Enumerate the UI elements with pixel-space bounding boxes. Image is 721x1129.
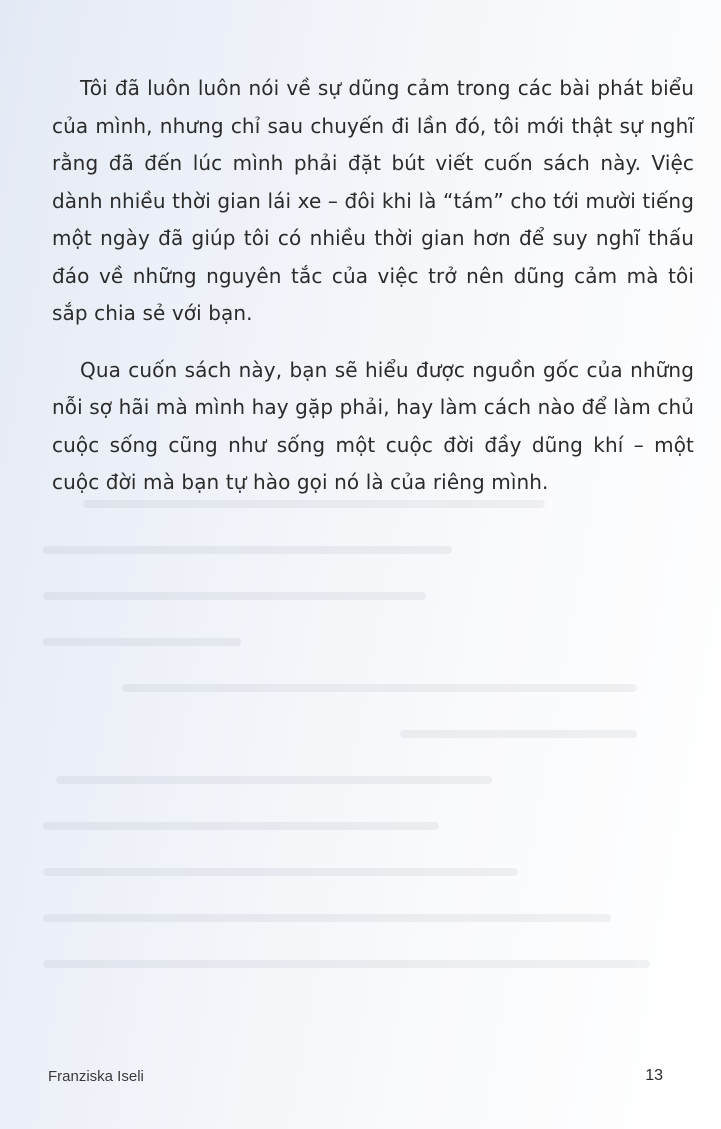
paragraph: Qua cuốn sách này, bạn sẽ hiểu được nguồn gốc của những nỗi sợ hãi mà mình hay gặp phải, hay làm cách nào để làm chủ cuộc sống cũng như sống một cuộc đời đầy dũng khí – một cuộc đời mà bạn tự hào gọi nó là của riêng mình. [52,357,694,494]
bleed-through-shadow [30,500,690,1060]
body-text [52,70,694,521]
page-number: 13 [645,1067,663,1084]
footer-author: Franziska Iseli [48,1068,144,1085]
paragraph: Tôi đã luôn luôn nói về sự dũng cảm trong các bài phát biểu của mình, nhưng chỉ sau chuyến đi lần đó, tôi mới thật sự nghĩ rằng đã đến lúc mình phải đặt bút viết cuốn sách này. Việc dành nhiều thời gian lái xe – đôi khi là “tám” cho tới mười tiếng một ngày đã giúp tôi có nhiều thời gian hơn để suy nghĩ thấu đáo về những nguyên tắc của việc trở nên dũng cảm mà tôi sắp chia sẻ với bạn. [52,76,694,325]
